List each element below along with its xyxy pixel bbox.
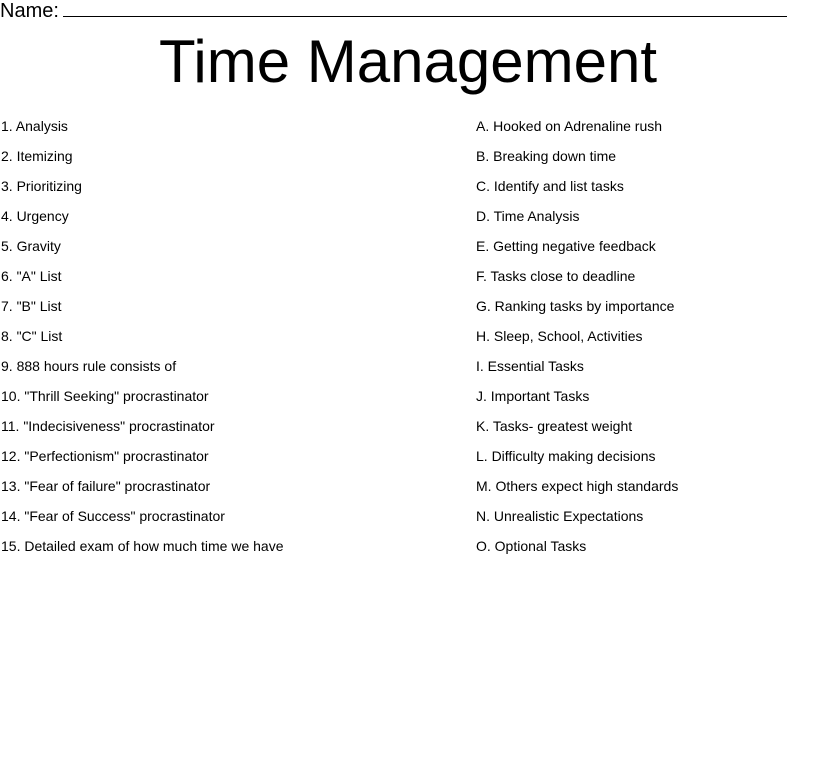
name-field	[0, 0, 787, 23]
term-item: 14. "Fear of Success" procrastinator	[1, 508, 225, 524]
definition-item: M. Others expect high standards	[476, 478, 679, 494]
definition-item: E. Getting negative feedback	[476, 238, 656, 254]
term-item: 15. Detailed exam of how much time we have	[1, 538, 284, 554]
term-item: 10. "Thrill Seeking" procrastinator	[1, 388, 209, 404]
definition-item: C. Identify and list tasks	[476, 178, 624, 194]
definition-item: D. Time Analysis	[476, 208, 580, 224]
definition-item: I. Essential Tasks	[476, 358, 584, 374]
definition-item: G. Ranking tasks by importance	[476, 298, 675, 314]
name-blank-line[interactable]	[63, 0, 787, 17]
term-item: 5. Gravity	[1, 238, 61, 254]
definition-item: L. Difficulty making decisions	[476, 448, 656, 464]
term-item: 9. 888 hours rule consists of	[1, 358, 177, 374]
term-item: 6. "A" List	[1, 268, 62, 284]
definition-item: N. Unrealistic Expectations	[476, 508, 644, 524]
term-item: 13. "Fear of failure" procrastinator	[1, 478, 211, 494]
definition-item: K. Tasks- greatest weight	[476, 418, 633, 434]
term-item: 4. Urgency	[1, 208, 69, 224]
definition-item: A. Hooked on Adrenaline rush	[476, 118, 663, 134]
definition-item: H. Sleep, School, Activities	[476, 328, 643, 344]
definition-item: B. Breaking down time	[476, 148, 617, 164]
term-item: 8. "C" List	[1, 328, 63, 344]
terms-list	[1, 117, 283, 567]
term-item: 12. "Perfectionism" procrastinator	[1, 448, 209, 464]
definition-item: F. Tasks close to deadline	[476, 268, 636, 284]
term-item: 7. "B" List	[1, 298, 62, 314]
definition-item: O. Optional Tasks	[476, 538, 587, 554]
definitions-list	[476, 117, 678, 567]
definition-item: J. Important Tasks	[476, 388, 590, 404]
term-item: 1. Analysis	[1, 118, 68, 134]
name-label: Name:	[0, 0, 59, 22]
term-item: 3. Prioritizing	[1, 178, 82, 194]
term-item: 11. "Indecisiveness" procrastinator	[1, 418, 215, 434]
term-item: 2. Itemizing	[1, 148, 73, 164]
worksheet-title: Time Management	[159, 28, 657, 95]
